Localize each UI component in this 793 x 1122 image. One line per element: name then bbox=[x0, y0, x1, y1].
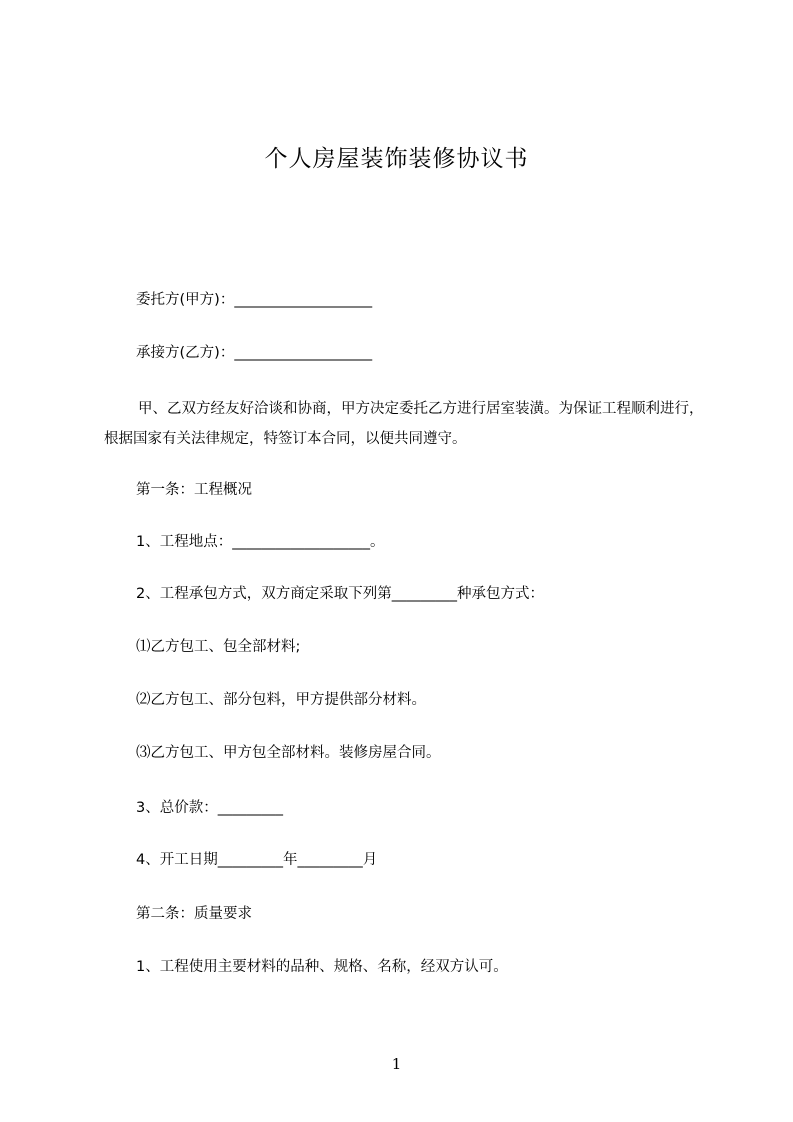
document-title: 个人房屋装饰装修协议书 bbox=[264, 146, 529, 172]
start-date-item: 4、开工日期_________年_________月 bbox=[136, 852, 378, 868]
contract-method-item: 2、工程承包方式，双方商定采取下列第_________种承包方式： bbox=[136, 586, 544, 602]
method-option-1: ⑴乙方包工、包全部材料; bbox=[136, 639, 301, 655]
contractor-party-line: 承接方(乙方)：___________________ bbox=[136, 345, 373, 361]
total-price-item: 3、总价款：_________ bbox=[136, 800, 283, 816]
intro-paragraph: 甲、乙双方经友好洽谈和协商，甲方决定委托乙方进行居室装潢。为保证工程顺利进行，根据国家有关法律规定，特签订本合同，以便共同遵守。 bbox=[104, 401, 704, 447]
client-party-line: 委托方(甲方)：___________________ bbox=[136, 292, 373, 308]
project-location-item: 1、工程地点：___________________。 bbox=[136, 534, 385, 550]
page-number: 1 bbox=[391, 1055, 402, 1073]
article-1-heading: 第一条：工程概况 bbox=[136, 482, 252, 498]
quality-item-1: 1、工程使用主要材料的品种、规格、名称，经双方认可。 bbox=[136, 959, 508, 975]
article-2-heading: 第二条：质量要求 bbox=[136, 906, 252, 922]
method-option-3: ⑶乙方包工、甲方包全部材料。装修房屋合同。 bbox=[136, 745, 441, 761]
method-option-2: ⑵乙方包工、部分包料，甲方提供部分材料。 bbox=[136, 692, 426, 708]
